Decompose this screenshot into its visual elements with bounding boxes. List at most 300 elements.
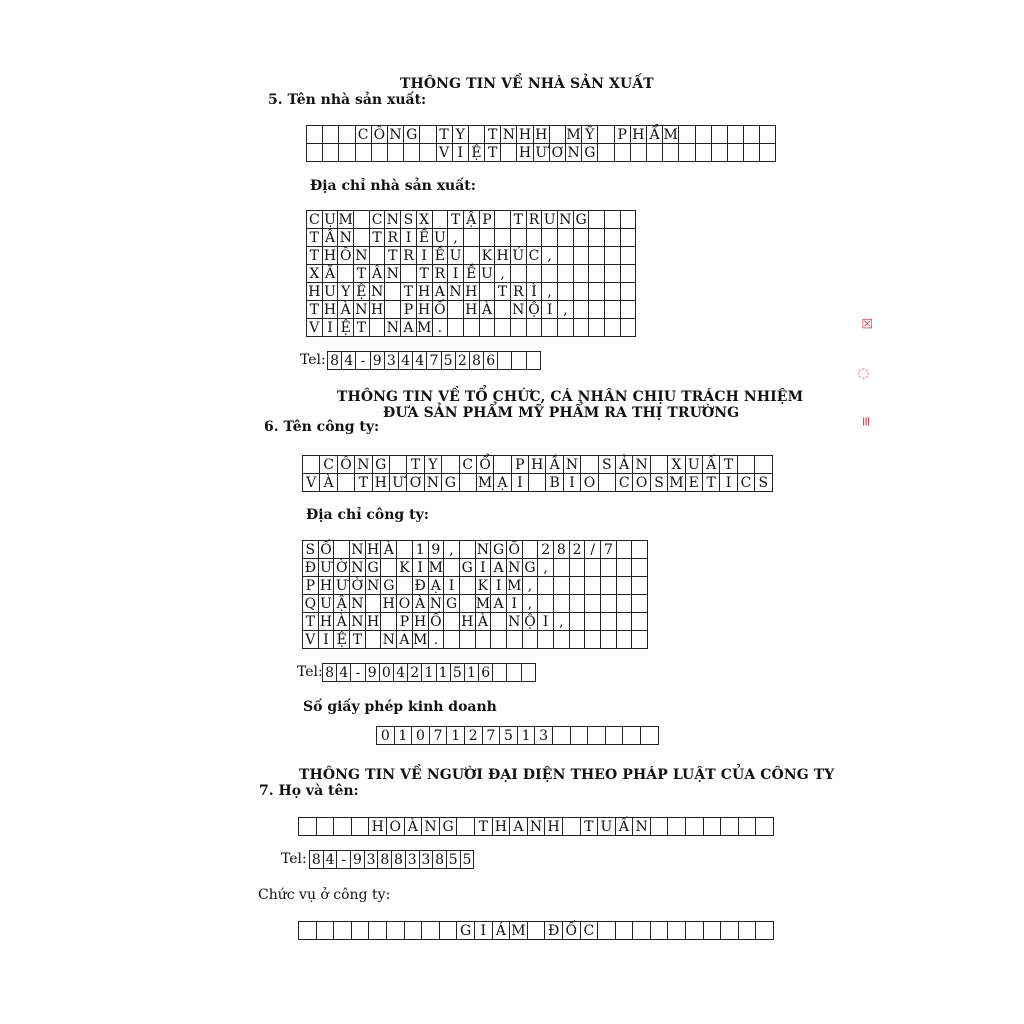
letter-box — [317, 922, 335, 940]
letter-box — [460, 541, 476, 559]
letter-box: 4 — [342, 352, 356, 370]
letter-box — [744, 126, 760, 144]
letter-box: N — [511, 301, 527, 319]
letter-box — [494, 456, 511, 474]
letter-box — [354, 229, 370, 247]
letter-box — [606, 727, 624, 745]
letter-box: I — [444, 577, 460, 595]
letter-box: Ổ — [477, 456, 494, 474]
letter-box — [585, 559, 601, 577]
letter-box: 1 — [518, 727, 536, 745]
letter-box: Ề — [417, 229, 433, 247]
letter-box: 1 — [395, 727, 413, 745]
letter-box: Ô — [338, 456, 355, 474]
letter-box — [422, 922, 440, 940]
letter-box: I — [720, 474, 737, 492]
letter-box — [334, 922, 352, 940]
letter-box — [476, 631, 492, 649]
letter-box — [480, 283, 496, 301]
letter-box: I — [491, 577, 507, 595]
letter-box: C — [738, 474, 755, 492]
letter-box: C — [616, 474, 633, 492]
manufacturer-name-grid — [306, 125, 776, 162]
letter-box — [405, 922, 423, 940]
letter-box: 2 — [465, 727, 483, 745]
representative-name-label: 7. Họ và tên: — [259, 783, 359, 799]
letter-box — [460, 631, 476, 649]
representative-name-grid — [298, 817, 774, 836]
letter-box: Ệ — [338, 319, 354, 337]
letter-box — [663, 144, 679, 162]
letter-box — [588, 727, 606, 745]
letter-box — [339, 126, 355, 144]
letter-box — [632, 541, 648, 559]
representative-tel-grid — [309, 850, 474, 869]
letter-box: K — [480, 247, 496, 265]
letter-box: 2 — [408, 664, 422, 682]
letter-box: U — [598, 818, 616, 836]
letter-box: T — [354, 265, 370, 283]
letter-box — [558, 283, 574, 301]
letter-box — [511, 319, 527, 337]
letter-box: N — [370, 283, 386, 301]
letter-box: Ộ — [523, 613, 539, 631]
letter-box — [760, 144, 776, 162]
letter-box — [303, 456, 320, 474]
letter-box: H — [319, 577, 335, 595]
letter-box — [460, 577, 476, 595]
letter-box — [323, 144, 339, 162]
letter-box: À — [334, 613, 350, 631]
letter-box — [605, 265, 621, 283]
letter-box: G — [366, 559, 382, 577]
letter-box: Ấ — [703, 456, 720, 474]
representative-tel-label: Tel: — [281, 851, 307, 867]
letter-box: H — [370, 301, 386, 319]
letter-box — [338, 474, 355, 492]
letter-box — [558, 247, 574, 265]
letter-box: T — [401, 283, 417, 301]
letter-box — [623, 727, 641, 745]
letter-box: Ụ — [323, 211, 339, 229]
letter-box — [599, 474, 616, 492]
letter-box: Â — [370, 265, 386, 283]
letter-box: N — [388, 126, 404, 144]
letter-box: 7 — [483, 727, 501, 745]
letter-box — [617, 541, 633, 559]
letter-box — [491, 613, 507, 631]
letter-box: H — [366, 613, 382, 631]
letter-box: Ệ — [354, 283, 370, 301]
letter-box: N — [429, 595, 445, 613]
letter-box: M — [566, 126, 581, 143]
letter-box: Õ — [507, 541, 523, 559]
letter-box — [574, 229, 590, 247]
letter-box: N — [338, 229, 354, 247]
letter-box: T — [703, 474, 720, 492]
letter-box: H — [534, 126, 550, 144]
letter-box: Y — [425, 456, 442, 474]
letter-box: P — [480, 211, 496, 229]
letter-box — [605, 283, 621, 301]
letter-box — [388, 144, 404, 162]
letter-box — [444, 613, 460, 631]
letter-box: Ô — [372, 126, 388, 144]
letter-box: N — [633, 456, 650, 474]
letter-box: H — [413, 613, 429, 631]
letter-box: , — [558, 301, 574, 319]
letter-box: N — [566, 144, 582, 162]
letter-box: 3 — [420, 851, 434, 869]
letter-box — [721, 922, 739, 940]
letter-box: 1 — [422, 664, 436, 682]
letter-box: Ư — [319, 559, 335, 577]
letter-box — [480, 229, 496, 247]
letter-box: 5 — [442, 352, 456, 370]
letter-box: M — [663, 126, 678, 143]
letter-box: M — [507, 577, 522, 594]
letter-box — [507, 631, 523, 649]
manufacturer-section-title: THÔNG TIN VỀ NHÀ SẢN XUẤT — [400, 76, 654, 92]
letter-box: À — [320, 474, 337, 492]
letter-box: T — [417, 265, 433, 283]
letter-box — [299, 922, 317, 940]
letter-box: I — [512, 474, 529, 492]
letter-box: 6 — [484, 352, 498, 370]
letter-box — [469, 126, 485, 144]
letter-box — [728, 144, 744, 162]
letter-box: T — [385, 247, 401, 265]
letter-box — [589, 283, 605, 301]
letter-box: S — [303, 541, 319, 559]
letter-box: T — [355, 474, 372, 492]
letter-box: N — [354, 247, 370, 265]
letter-box — [448, 301, 464, 319]
letter-box: G — [404, 126, 420, 144]
letter-box: T — [303, 613, 319, 631]
letter-box: N — [633, 818, 651, 836]
letter-box: Ỹ — [582, 126, 598, 144]
letter-box — [585, 595, 601, 613]
letter-box: Đ — [303, 559, 319, 577]
letter-box: T — [437, 126, 453, 144]
letter-box — [570, 577, 586, 595]
margin-stamp-mark-3: ≡ — [857, 416, 873, 427]
letter-box: N — [366, 577, 382, 595]
letter-box — [464, 247, 480, 265]
letter-box: Â — [323, 229, 339, 247]
letter-box — [617, 631, 633, 649]
letter-box — [574, 301, 590, 319]
letter-box: X — [307, 265, 323, 283]
letter-box: C — [581, 922, 599, 940]
letter-box — [495, 229, 511, 247]
letter-box — [601, 559, 617, 577]
letter-box — [480, 319, 496, 337]
letter-box — [632, 631, 648, 649]
letter-box: P — [512, 456, 529, 474]
letter-box — [571, 727, 589, 745]
letter-box: 9 — [366, 664, 380, 682]
letter-box: N — [350, 559, 366, 577]
letter-box — [495, 301, 511, 319]
letter-box: 3 — [406, 851, 420, 869]
letter-box: N — [385, 319, 401, 337]
letter-box — [554, 577, 570, 595]
letter-box — [385, 283, 401, 301]
letter-box: G — [491, 541, 507, 559]
letter-box: A — [433, 283, 449, 301]
letter-box — [511, 265, 527, 283]
letter-box — [755, 456, 772, 474]
letter-box — [381, 559, 397, 577]
letter-box: P — [615, 126, 631, 144]
position-grid — [298, 921, 774, 940]
responsible-section-title-line1: THÔNG TIN VỀ TỔ CHỨC, CÁ NHÂN CHỊU TRÁCH NHIỆM — [337, 389, 804, 405]
letter-box — [744, 144, 760, 162]
letter-box: Ề — [433, 247, 449, 265]
letter-box — [616, 922, 634, 940]
letter-box: G — [574, 211, 590, 229]
letter-box — [679, 126, 695, 144]
letter-box — [460, 595, 476, 613]
letter-box: Y — [338, 283, 354, 301]
letter-box: 3 — [535, 727, 553, 745]
letter-box: 8 — [310, 851, 324, 869]
letter-box — [370, 247, 386, 265]
letter-box: Ậ — [334, 595, 350, 613]
letter-box: N — [448, 283, 464, 301]
letter-box: Ư — [534, 144, 550, 162]
letter-box: 3 — [365, 851, 379, 869]
letter-box: N — [354, 301, 370, 319]
letter-box — [696, 144, 712, 162]
license-label: Số giấy phép kinh doanh — [303, 699, 497, 715]
letter-box: 2 — [570, 541, 586, 559]
letter-box — [605, 247, 621, 265]
letter-box: I — [448, 265, 464, 283]
letter-box — [372, 144, 388, 162]
letter-box — [598, 144, 614, 162]
letter-box: T — [354, 319, 370, 337]
letter-box — [460, 474, 477, 492]
letter-box — [738, 456, 755, 474]
letter-box — [495, 211, 511, 229]
letter-box — [352, 818, 370, 836]
letter-box — [615, 144, 631, 162]
letter-box — [647, 144, 663, 162]
letter-box: O — [397, 595, 413, 613]
letter-box: I — [413, 559, 429, 577]
letter-box: , — [523, 577, 539, 595]
manufacturer-address-grid — [306, 210, 636, 337]
letter-box: I — [538, 613, 554, 631]
letter-box — [728, 126, 744, 144]
letter-box — [632, 613, 648, 631]
letter-box: - — [351, 664, 365, 682]
letter-box: 1 — [413, 541, 429, 559]
letter-box: T — [448, 211, 464, 229]
letter-box — [464, 229, 480, 247]
letter-box — [632, 559, 648, 577]
letter-box: O — [581, 474, 598, 492]
letter-box: H — [366, 541, 382, 559]
letter-box — [538, 595, 554, 613]
letter-box: R — [401, 247, 417, 265]
letter-box — [495, 319, 511, 337]
letter-box — [632, 595, 648, 613]
letter-box: Á — [493, 922, 511, 940]
letter-box: G — [442, 474, 459, 492]
letter-box — [442, 456, 459, 474]
letter-box — [397, 541, 413, 559]
letter-box: X — [417, 211, 433, 229]
letter-box — [585, 631, 601, 649]
letter-box — [558, 265, 574, 283]
letter-box: X — [668, 456, 685, 474]
letter-box: Ả — [616, 456, 633, 474]
letter-box: R — [511, 283, 527, 301]
letter-box: Ố — [563, 922, 581, 940]
letter-box: 7 — [430, 727, 448, 745]
letter-box: À — [480, 301, 496, 319]
letter-box — [511, 229, 527, 247]
letter-box: N — [355, 456, 372, 474]
position-label: Chức vụ ở công ty: — [258, 887, 391, 903]
letter-box — [554, 595, 570, 613]
letter-box: G — [440, 818, 458, 836]
letter-box — [554, 631, 570, 649]
letter-box — [307, 126, 323, 144]
letter-box: U — [448, 247, 464, 265]
letter-box: Ệ — [469, 144, 485, 162]
letter-box — [605, 229, 621, 247]
letter-box: C — [356, 126, 372, 144]
letter-box: T — [370, 229, 386, 247]
letter-box — [601, 577, 617, 595]
letter-box — [527, 319, 543, 337]
letter-box — [390, 456, 407, 474]
letter-box — [704, 922, 722, 940]
letter-box: P — [397, 613, 413, 631]
letter-box — [554, 559, 570, 577]
letter-box: P — [401, 301, 417, 319]
letter-box: R — [385, 229, 401, 247]
letter-box — [338, 265, 354, 283]
letter-box: 4 — [394, 664, 408, 682]
letter-box: I — [319, 631, 335, 649]
letter-box — [457, 818, 475, 836]
letter-box — [385, 301, 401, 319]
letter-box — [617, 595, 633, 613]
letter-box: 6 — [479, 664, 493, 682]
letter-box: Ậ — [464, 211, 480, 229]
letter-box — [527, 352, 541, 370]
letter-box: , — [554, 613, 570, 631]
letter-box — [563, 818, 581, 836]
letter-box — [617, 559, 633, 577]
letter-box: 8 — [554, 541, 570, 559]
manufacturer-tel-label: Tel: — [300, 352, 326, 368]
letter-box — [633, 922, 651, 940]
letter-box: M — [416, 319, 432, 336]
letter-box — [464, 319, 480, 337]
letter-box: A — [510, 818, 528, 836]
letter-box — [570, 631, 586, 649]
letter-box: Ú — [511, 247, 527, 265]
letter-box — [370, 319, 386, 337]
letter-box: , — [542, 283, 558, 301]
letter-box — [574, 265, 590, 283]
letter-box: 0 — [377, 727, 395, 745]
letter-box — [585, 613, 601, 631]
letter-box — [448, 319, 464, 337]
letter-box — [704, 818, 722, 836]
letter-box: 9 — [371, 352, 385, 370]
letter-box: C — [527, 247, 543, 265]
manufacturer-tel-grid — [327, 351, 541, 370]
letter-box — [553, 727, 571, 745]
letter-box: Ố — [433, 301, 449, 319]
letter-box — [632, 577, 648, 595]
letter-box: Ầ — [546, 456, 563, 474]
letter-box: Ờ — [334, 559, 350, 577]
letter-box — [387, 922, 405, 940]
letter-box: N — [385, 211, 401, 229]
letter-box: H — [517, 144, 533, 162]
letter-box: , — [495, 265, 511, 283]
letter-box — [317, 818, 335, 836]
letter-box: H — [373, 474, 390, 492]
letter-box — [589, 301, 605, 319]
letter-box: N — [350, 541, 366, 559]
company-name-label: 6. Tên công ty: — [264, 419, 380, 435]
letter-box — [668, 818, 686, 836]
letter-box — [366, 631, 382, 649]
letter-box — [334, 541, 350, 559]
letter-box: V — [303, 631, 319, 649]
letter-box: N — [528, 818, 546, 836]
letter-box: , — [542, 247, 558, 265]
letter-box: U — [323, 283, 339, 301]
letter-box — [507, 664, 521, 682]
letter-box — [542, 265, 558, 283]
letter-box: Ư — [390, 474, 407, 492]
letter-box: H — [464, 283, 480, 301]
letter-box: T — [475, 818, 493, 836]
letter-box — [512, 352, 526, 370]
letter-box: I — [542, 301, 558, 319]
letter-box: 5 — [451, 664, 465, 682]
letter-box — [574, 247, 590, 265]
letter-box — [356, 144, 372, 162]
letter-box — [570, 613, 586, 631]
letter-box: S — [755, 474, 772, 492]
letter-box — [651, 818, 669, 836]
letter-box: 4 — [413, 352, 427, 370]
letter-box: 5 — [461, 851, 475, 869]
letter-box: À — [405, 818, 423, 836]
letter-box — [558, 319, 574, 337]
letter-box — [444, 559, 460, 577]
letter-box — [420, 144, 436, 162]
letter-box — [433, 211, 449, 229]
letter-box — [756, 818, 774, 836]
letter-box — [570, 595, 586, 613]
letter-box — [641, 727, 659, 745]
letter-box: H — [460, 613, 476, 631]
margin-stamp-mark-2: ◌ — [856, 367, 872, 380]
